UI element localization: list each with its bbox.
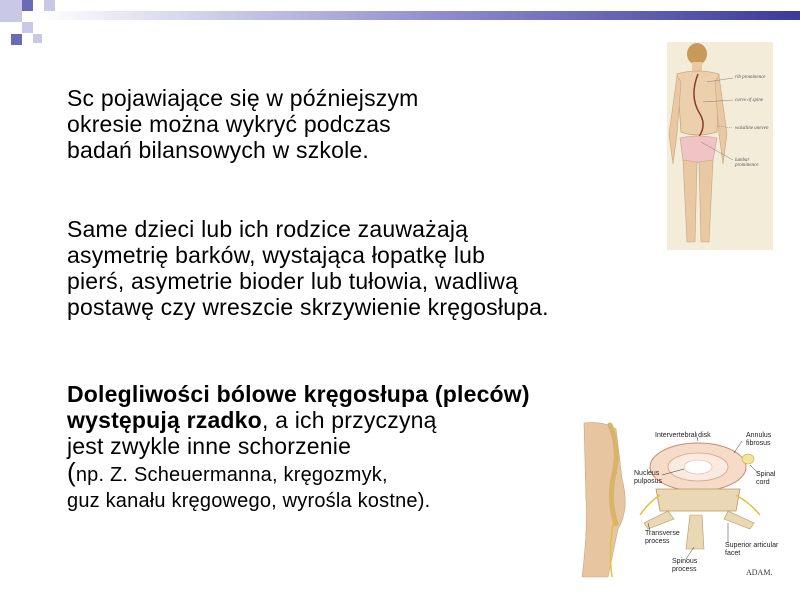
header-square <box>44 0 55 11</box>
paragraph-symptoms <box>67 216 549 320</box>
figure-label: lumbar prominence <box>735 158 759 168</box>
text-line: okresie można wykryć podczas <box>67 111 391 137</box>
header-square <box>22 0 33 11</box>
text-line: postawę czy wreszcie skrzywienie kręgosłupa. <box>67 294 549 320</box>
text-rest: , a ich przyczyną <box>261 407 437 433</box>
body-back-view-icon <box>667 42 773 250</box>
header-square <box>33 34 42 43</box>
text-line-small: guz kanału kręgowego, wyrośla kostne). <box>67 490 431 512</box>
figure-label: Nucleus pulposus <box>634 470 663 485</box>
text-line: badań bilansowych w szkole. <box>67 137 370 163</box>
header-square <box>22 22 33 33</box>
figure-label: Spinal cord <box>756 471 776 486</box>
text-line-bold: Dolegliwości bólowe kręgosłupa (pleców) <box>67 381 530 407</box>
text-line: jest zwykle inne schorzenie <box>67 433 352 459</box>
figure-label: curve of spine <box>735 98 764 103</box>
header-square <box>0 0 22 22</box>
scoliosis-body-illustration <box>667 42 773 250</box>
figure-label: Intervertebral disk <box>655 432 711 439</box>
figure-label: Superior articular facet <box>725 542 779 557</box>
text-line <box>67 459 530 488</box>
figure-label: Spinous process <box>672 558 698 573</box>
text-line: asymetrię barków, wystająca łopatkę lub <box>67 242 486 268</box>
text-line: Sc pojawiające się w późniejszym <box>67 85 419 111</box>
text-line <box>67 407 530 433</box>
paragraph-detection <box>67 85 419 163</box>
adam-logo: ADAM. <box>746 568 773 577</box>
figure-label: Annulus fibrosus <box>746 432 772 447</box>
text-line: pierś, asymetrie bioder lub tułowia, wadliwą <box>67 268 519 294</box>
figure-label: rib prominence <box>735 75 766 80</box>
header-gradient-bar <box>40 11 800 20</box>
text-line: Same dzieci lub ich rodzice zauważają <box>67 216 469 242</box>
spine-anatomy-illustration <box>578 419 781 579</box>
figure-label: Transverse process <box>645 530 680 545</box>
figure-label: waistline uneven <box>735 126 769 131</box>
paragraph-pain <box>67 381 530 514</box>
text-small: np. Z. Scheuermanna, kręgozmyk, <box>75 464 388 486</box>
text-bold: występują rzadko <box>67 407 262 433</box>
header-square <box>11 34 22 45</box>
open-paren: ( <box>67 457 76 487</box>
